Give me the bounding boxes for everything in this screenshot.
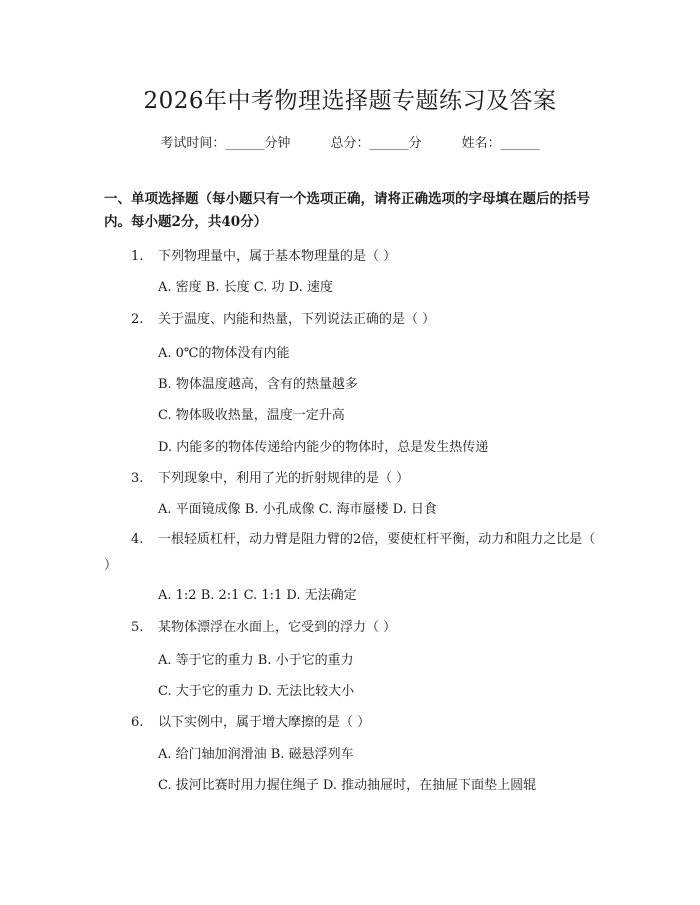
section-title: 一、单项选择题（每小题只有一个选项正确，请将正确选项的字母填在题后的括号内。每小题2分，共40分） — [104, 191, 590, 230]
question-text: 以下实例中，属于增大摩擦的是（ ） — [158, 715, 371, 730]
question-text: 一根轻质杠杆，动力臂是阻力臂的2倍，要使杠杆平衡，动力和阻力之比是（ ） — [104, 532, 596, 573]
question-6 — [131, 711, 370, 730]
question-number: 2. — [131, 312, 144, 327]
question-number: 4. — [131, 532, 144, 547]
question-6-options-cd: C. 拔河比赛时用力握住绳子 D. 推动抽屉时，在抽屉下面垫上圆辊 — [158, 778, 537, 793]
question-2-option-d: D. 内能多的物体传递给内能少的物体时，总是发生热传递 — [158, 440, 489, 455]
question-2-option-a: A. 0℃的物体没有内能 — [158, 346, 290, 361]
question-text: 下列物理量中，属于基本物理量的是（ ） — [158, 249, 397, 264]
total-score-field: 总分：______分 — [330, 136, 422, 151]
question-5-options-ab: A. 等于它的重力 B. 小于它的重力 — [158, 653, 354, 668]
question-3-options: A. 平面镜成像 B. 小孔成像 C. 海市蜃楼 D. 日食 — [158, 502, 437, 517]
question-text: 关于温度、内能和热量，下列说法正确的是（ ） — [158, 312, 436, 327]
question-5-options-cd: C. 大于它的重力 D. 无法比较大小 — [158, 684, 355, 699]
question-text: 某物体漂浮在水面上，它受到的浮力（ ） — [158, 620, 397, 635]
question-number: 1. — [131, 249, 144, 264]
question-4-options: A. 1:2 B. 2:1 C. 1:1 D. 无法确定 — [158, 588, 357, 603]
question-2 — [131, 308, 435, 327]
name-field: 姓名：______ — [461, 136, 540, 151]
question-2-option-c: C. 物体吸收热量，温度一定升高 — [158, 408, 345, 423]
question-number: 6. — [131, 715, 144, 730]
question-1-options: A. 密度 B. 长度 C. 功 D. 速度 — [158, 280, 333, 295]
question-6-options-ab: A. 给门轴加润滑油 B. 磁悬浮列车 — [158, 747, 354, 762]
question-5 — [131, 616, 396, 635]
exam-time-field: 考试时间：______分钟 — [160, 136, 291, 151]
question-text: 下列现象中，利用了光的折射规律的是（ ） — [158, 471, 410, 486]
exam-info — [0, 132, 700, 151]
question-4 — [104, 527, 604, 579]
question-1 — [131, 245, 396, 264]
question-2-option-b: B. 物体温度越高，含有的热量越多 — [158, 377, 358, 392]
question-number: 5. — [131, 620, 144, 635]
question-number: 3. — [131, 471, 144, 486]
question-3 — [131, 467, 409, 486]
page-title: 2026年中考物理选择题专题练习及答案 — [143, 88, 557, 114]
